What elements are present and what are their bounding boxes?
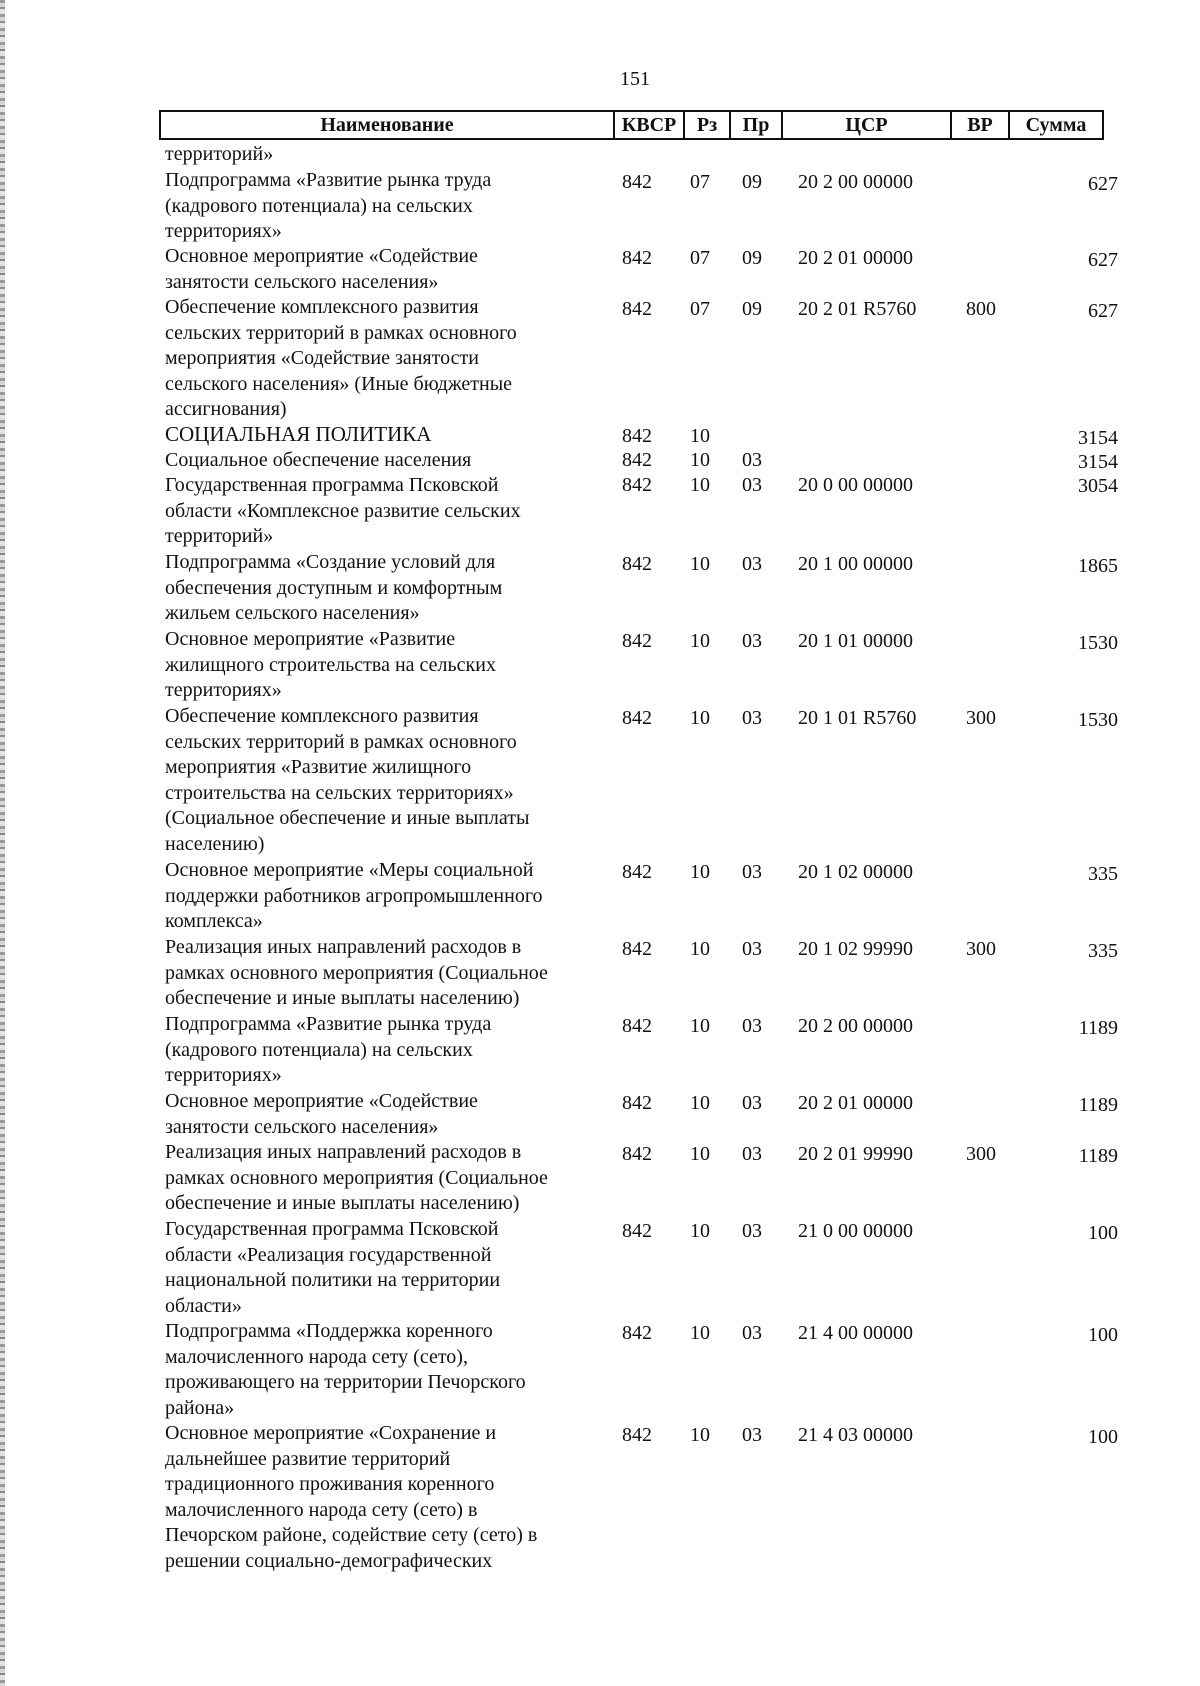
row-sum: 1189 (1078, 1094, 1118, 1116)
row-pr: 03 (742, 1424, 762, 1446)
row-csr: 20 0 00 00000 (798, 474, 913, 496)
row-csr: 20 2 01 R5760 (798, 298, 917, 320)
row-kvsr: 842 (622, 861, 652, 883)
row-kvsr: 842 (622, 1015, 652, 1037)
row-rz: 10 (690, 425, 710, 447)
row-vr: 300 (966, 938, 996, 960)
row-rz: 10 (690, 1092, 710, 1114)
row-pr: 03 (742, 938, 762, 960)
row-csr: 20 1 01 00000 (798, 630, 913, 652)
row-pr: 03 (742, 1143, 762, 1165)
header-kvsr: КВСР (621, 114, 677, 136)
row-kvsr: 842 (622, 449, 652, 471)
row-sum: 100 (1088, 1426, 1118, 1448)
row-rz: 10 (690, 1322, 710, 1344)
row-name: Реализация иных направлений расходов в рамках основного мероприятия (Социальное обеспечение и иные выплаты населению) (165, 1141, 548, 1214)
row-sum: 627 (1088, 173, 1118, 195)
row-rz: 07 (690, 247, 710, 269)
row-pr: 09 (742, 171, 762, 193)
row-kvsr: 842 (622, 171, 652, 193)
row-kvsr: 842 (622, 707, 652, 729)
row-vr: 300 (966, 1143, 996, 1165)
row-rz: 10 (690, 938, 710, 960)
row-name: Подпрограмма «Создание условий для обеспечения доступным и комфортным жильем сельского населения» (165, 551, 503, 624)
row-pr: 03 (742, 474, 762, 496)
row-csr: 20 2 01 00000 (798, 247, 913, 269)
row-name: Обеспечение комплексного развития сельских территорий в рамках основного мероприятия «Развитие жилищного строительства на сельских территориях» (Социальное обеспечение и иные выплаты населению) (165, 705, 530, 855)
row-name: Обеспечение комплексного развития сельских территорий в рамках основного мероприятия «Содействие занятости сельского населения» (Иные бюджетные ассигнования) (165, 296, 517, 420)
row-pr: 03 (742, 1322, 762, 1344)
row-csr: 21 4 03 00000 (798, 1424, 913, 1446)
header-sum: Сумма (1025, 114, 1087, 136)
row-kvsr: 842 (622, 1322, 652, 1344)
row-sum: 1189 (1078, 1145, 1118, 1167)
scan-edge (0, 0, 5, 1686)
row-csr: 21 4 00 00000 (798, 1322, 913, 1344)
row-rz: 10 (690, 553, 710, 575)
row-kvsr: 842 (622, 1092, 652, 1114)
row-sum: 3054 (1078, 475, 1118, 497)
row-pr: 09 (742, 298, 762, 320)
row-csr: 20 1 02 99990 (798, 938, 913, 960)
row-pr: 03 (742, 1220, 762, 1242)
row-rz: 10 (690, 449, 710, 471)
row-sum: 335 (1088, 940, 1118, 962)
row-kvsr: 842 (622, 1220, 652, 1242)
row-kvsr: 842 (622, 553, 652, 575)
row-csr: 20 2 00 00000 (798, 1015, 913, 1037)
row-name: Подпрограмма «Поддержка коренного малочисленного народа сету (сето), проживающего на территории Печорского района» (165, 1320, 526, 1419)
row-sum: 3154 (1078, 427, 1118, 449)
row-kvsr: 842 (622, 630, 652, 652)
header-vr: ВР (967, 114, 993, 136)
header-name: Наименование (320, 114, 454, 136)
row-pr: 03 (742, 1015, 762, 1037)
row-kvsr: 842 (622, 247, 652, 269)
row-name: Основное мероприятие «Содействие занятости сельского населения» (165, 1090, 478, 1138)
row-sum: 100 (1088, 1222, 1118, 1244)
row-csr: 20 2 01 00000 (798, 1092, 913, 1114)
row-name: Основное мероприятие «Сохранение и дальнейшее развитие территорий традиционного проживания коренного малочисленного народа сету (сето) в Печорском районе, содействие сету (сето) в решении социально-демографических (165, 1422, 538, 1572)
row-name: Государственная программа Псковской области «Комплексное развитие сельских территорий» (165, 474, 521, 547)
row-rz: 10 (690, 1424, 710, 1446)
row-rz: 10 (690, 1220, 710, 1242)
row-rz: 10 (690, 861, 710, 883)
row-sum: 627 (1088, 249, 1118, 271)
row-csr: 20 2 01 99990 (798, 1143, 913, 1165)
row-kvsr: 842 (622, 938, 652, 960)
row-kvsr: 842 (622, 474, 652, 496)
row-rz: 10 (690, 1015, 710, 1037)
row-name: Социальное обеспечение населения (165, 449, 472, 471)
table-header (159, 110, 1104, 140)
row-kvsr: 842 (622, 1424, 652, 1446)
row-vr: 300 (966, 707, 996, 729)
row-pr: 03 (742, 449, 762, 471)
row-sum: 335 (1088, 863, 1118, 885)
header-rz: Рз (696, 114, 718, 136)
row-name: территорий» (165, 143, 274, 165)
row-sum: 1530 (1078, 632, 1118, 654)
row-csr: 20 1 00 00000 (798, 553, 913, 575)
row-sum: 1865 (1078, 555, 1118, 577)
row-pr: 03 (742, 1092, 762, 1114)
row-name: Основное мероприятие «Меры социальной поддержки работников агропромышленного комплекса» (165, 859, 543, 932)
row-csr: 20 2 00 00000 (798, 171, 913, 193)
row-rz: 07 (690, 171, 710, 193)
row-name: Государственная программа Псковской области «Реализация государственной национальной политики на территории области» (165, 1218, 501, 1317)
row-name: Основное мероприятие «Развитие жилищного строительства на сельских территориях» (165, 628, 496, 701)
row-pr: 03 (742, 630, 762, 652)
row-pr: 03 (742, 707, 762, 729)
row-vr: 800 (966, 298, 996, 320)
row-rz: 10 (690, 474, 710, 496)
row-rz: 10 (690, 707, 710, 729)
row-name: Подпрограмма «Развитие рынка труда (кадрового потенциала) на сельских территориях» (165, 1013, 492, 1086)
row-pr: 09 (742, 247, 762, 269)
row-pr: 03 (742, 553, 762, 575)
row-csr: 21 0 00 00000 (798, 1220, 913, 1242)
row-sum: 627 (1088, 300, 1118, 322)
row-name: Реализация иных направлений расходов в рамках основного мероприятия (Социальное обеспечение и иные выплаты населению) (165, 936, 548, 1009)
row-kvsr: 842 (622, 1143, 652, 1165)
row-kvsr: 842 (622, 425, 652, 447)
row-rz: 10 (690, 630, 710, 652)
row-sum: 3154 (1078, 451, 1118, 473)
row-sum: 100 (1088, 1324, 1118, 1346)
row-csr: 20 1 02 00000 (798, 861, 913, 883)
header-csr: ЦСР (845, 114, 888, 136)
row-name: Основное мероприятие «Содействие занятости сельского населения» (165, 245, 478, 293)
row-pr: 03 (742, 861, 762, 883)
row-sum: 1189 (1078, 1017, 1118, 1039)
row-kvsr: 842 (622, 298, 652, 320)
row-csr: 20 1 01 R5760 (798, 707, 917, 729)
row-rz: 10 (690, 1143, 710, 1165)
page-number: 151 (620, 68, 650, 90)
header-pr: Пр (742, 114, 770, 136)
section-title: СОЦИАЛЬНАЯ ПОЛИТИКА (165, 422, 432, 446)
row-rz: 07 (690, 298, 710, 320)
row-name: Подпрограмма «Развитие рынка труда (кадрового потенциала) на сельских территориях» (165, 169, 492, 242)
row-sum: 1530 (1078, 709, 1118, 731)
